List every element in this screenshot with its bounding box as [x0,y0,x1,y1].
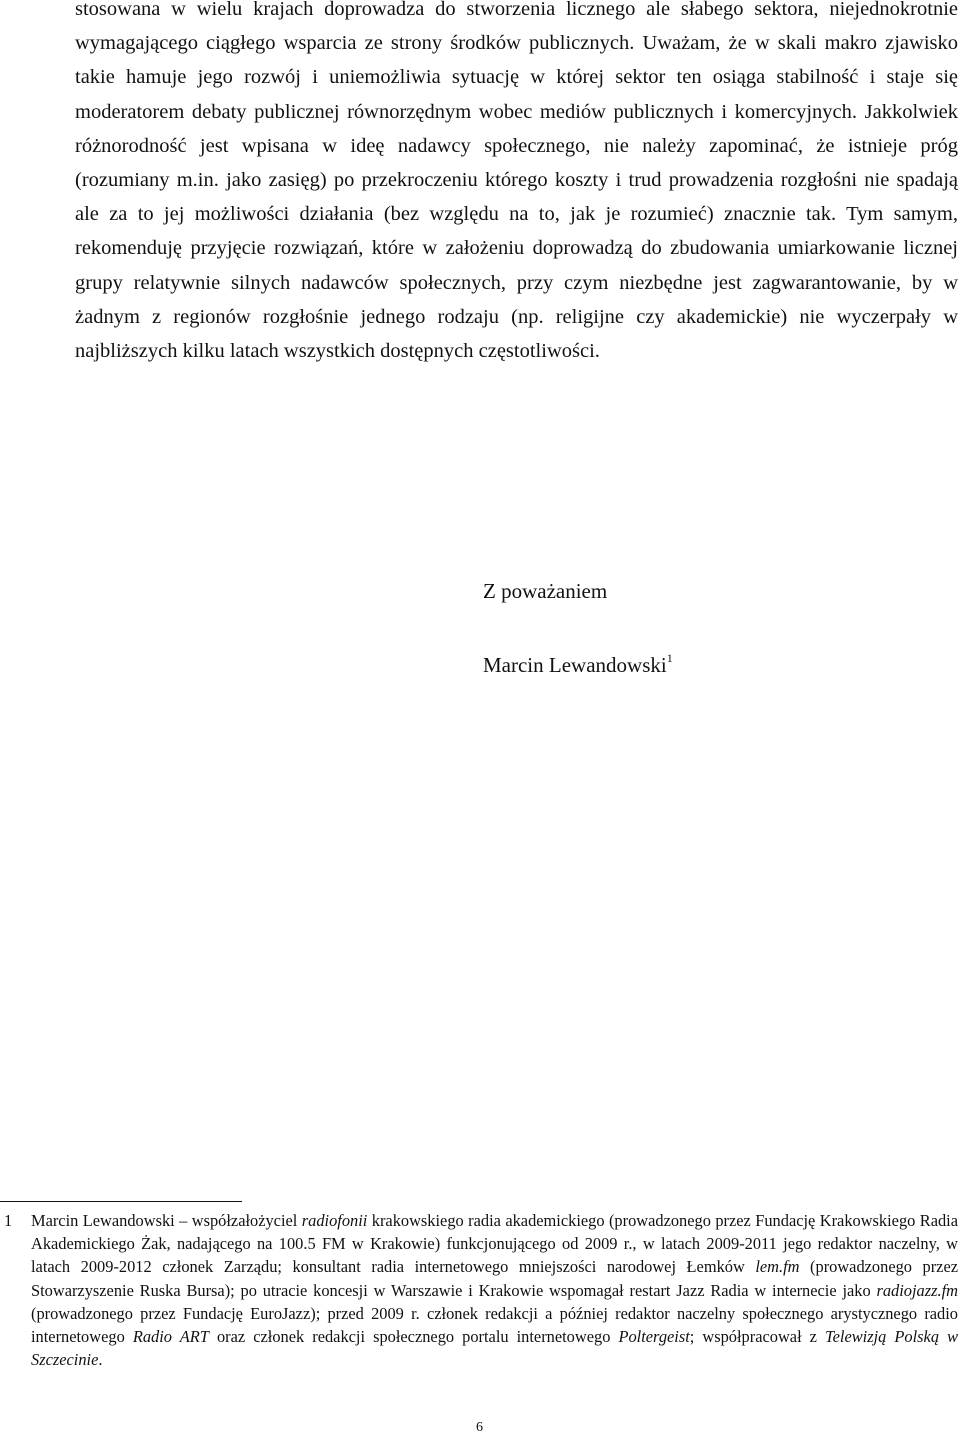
footnote-segment: oraz członek redakcji społecznego portalu internetowego [208,1327,619,1347]
footnote-segment: ; współpracował z [689,1327,826,1347]
footnote-segment-italic: Poltergeist [618,1327,690,1347]
footnote-segment-italic: Telewizją Polską w Szczecinie [31,1327,959,1370]
page-number: 6 [476,1420,483,1435]
footnote-segment: . [98,1350,103,1370]
footnote-segment: krakowskiego radia akademickiego (prowadzonego przez Fundację Krakowskiego Radia Akademickiego Żak, nadającego na 100.5 FM w Krakowie) funkcjonującego od 2009 r., w latach 2009-2011 jego redaktor naczelny, w latach 2009-2012 członek Zarządu; konsultant radia internetowego mniejszości narodowej Łemków [31,1211,958,1277]
footnote-segment: (prowadzonego przez Fundację EuroJazz); przed 2009 r. członek redakcji a później redaktor naczelny społecznego arystycznego radio internetowego [31,1303,958,1347]
footnote-reference[interactable]: 1 [666,651,673,665]
body-paragraph: stosowana w wielu krajach doprowadza do stworzenia licznego ale słabego sektora, niejednokrotnie wymagającego ciągłego wsparcia ze strony środków publicznych. Uważam, że w skali makro zjawisko takie hamuje jego rozwój i uniemożliwia sytuację w której sektor ten osiąga stabilność i staje się moderatorem debaty publicznej równorzędnym wobec mediów publicznych i komercyjnych. Jakkolwiek różnorodność jest wpisana w ideę nadawcy społecznego, nie należy zapominać, że istnieje próg (rozumiany m.in. jako zasięg) po przekroczeniu którego koszty i trud prowadzenia rozgłośni nie spadają ale za to jej możliwości działania (bez względu na to, jak je rozumieć) znacznie tak. Tym samym, rekomenduję przyjęcie rozwiązań, które w założeniu doprowadzą do zbudowania umiarkowanie licznej grupy relatywnie silnych nadawców społecznych, przy czym niezbędne jest zagwarantowanie, by w żadnym z regionów rozgłośnie jednego rodzaju (np. religijne czy akademickie) nie wyczerpały w najbliższych kilku latach wszystkich dostępnych częstotliwości. [75,0,958,363]
footnote-separator [0,1201,242,1202]
signature-name: Marcin Lewandowski [483,653,667,677]
footnote-segment-italic: radiojazz.fm [876,1280,958,1300]
footnote-segment-italic: radiofonii [301,1211,368,1230]
footnote-segment: (prowadzonego przez Stowarzyszenie Ruska Bursa); po utracie koncesji w Warszawie i Krakowie wspomagał restart Jazz Radia w internecie jako [31,1257,958,1300]
footnote-segment-italic: lem.fm [755,1257,800,1277]
footnote-segment: Marcin Lewandowski – współzałożyciel [31,1211,302,1230]
closing-salutation: Z poważaniem [483,579,608,603]
footnote-segment-italic: Radio ART [132,1327,209,1347]
footnote-number: 1 [4,1211,13,1230]
footnote-text [31,1209,958,1371]
signature [483,645,673,680]
